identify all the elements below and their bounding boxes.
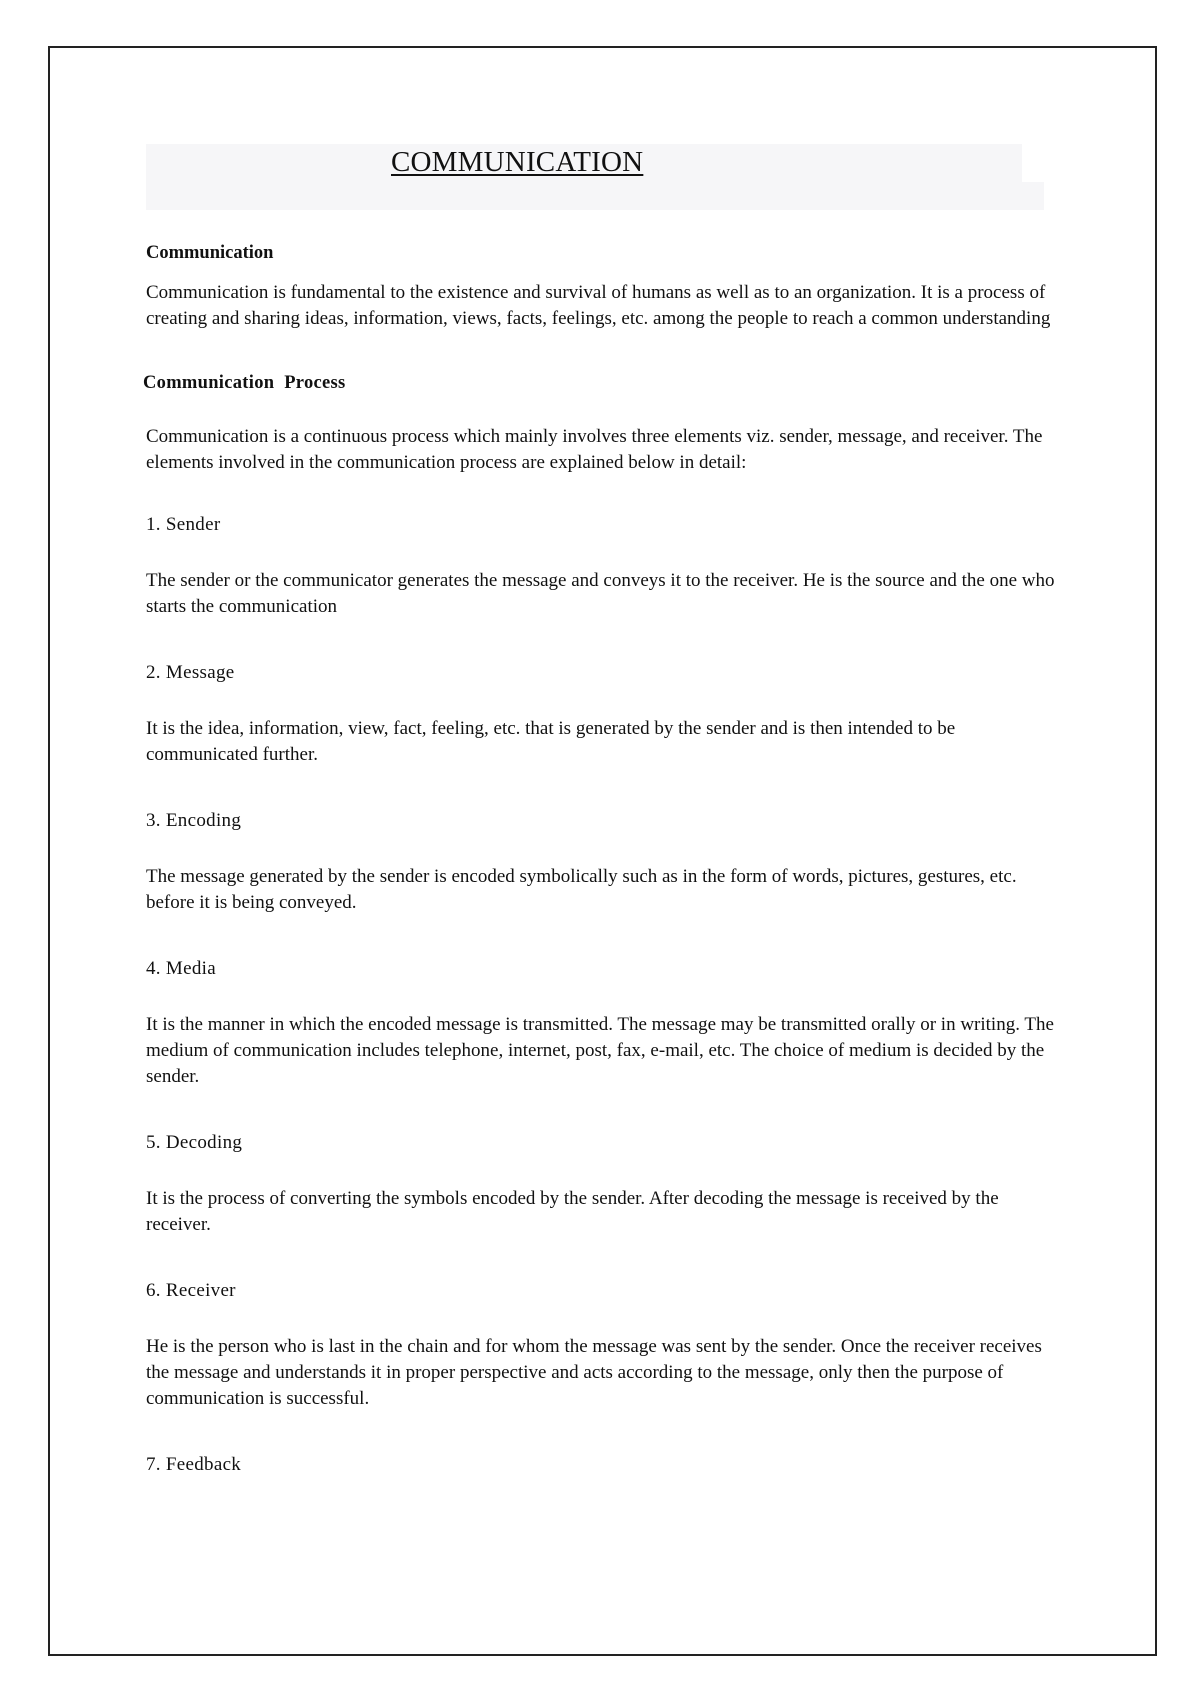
document-title: COMMUNICATION [391,146,644,178]
item-heading-sender: 1. Sender [146,514,221,535]
paragraph-process-intro: Communication is a continuous process which mainly involves three elements viz. sender, message, and receiver. The elements involved in the communication process are explained below in detail: [146,426,1043,473]
item-heading-receiver: 6. Receiver [146,1280,236,1301]
section-heading-communication-process: Communication Process [143,373,346,393]
item-heading-encoding: 3. Encoding [146,810,242,831]
section-heading-communication: Communication [146,243,274,263]
item-body-encoding: The message generated by the sender is encoded symbolically such as in the form of words, pictures, gestures, etc. before it is being conveyed. [146,866,1017,913]
item-body-receiver: He is the person who is last in the chain and for whom the message was sent by the sender. Once the receiver receives the message and understands it in proper perspective and acts according to the message, only then the purpose of communication is successful. [146,1336,1042,1409]
item-body-message: It is the idea, information, view, fact, feeling, etc. that is generated by the sender and is then intended to be communicated further. [146,718,956,765]
item-heading-feedback: 7. Feedback [146,1454,242,1475]
item-body-media: It is the manner in which the encoded message is transmitted. The message may be transmitted orally or in writing. The medium of communication includes telephone, internet, post, fax, e-mail, etc. The choice of medium is decided by the sender. [146,1014,1054,1087]
item-heading-decoding: 5. Decoding [146,1132,243,1153]
item-heading-media: 4. Media [146,958,216,979]
item-body-sender: The sender or the communicator generates the message and conveys it to the receiver. He is the source and the one who starts the communication [146,570,1055,617]
paragraph-communication-definition: Communication is fundamental to the existence and survival of humans as well as to an organization. It is a process of creating and sharing ideas, information, views, facts, feelings, etc. among the people to reach a common understanding [146,282,1051,329]
item-body-decoding: It is the process of converting the symbols encoded by the sender. After decoding the message is received by the receiver. [146,1188,999,1235]
item-heading-message: 2. Message [146,662,235,683]
document-body [143,240,1066,1478]
